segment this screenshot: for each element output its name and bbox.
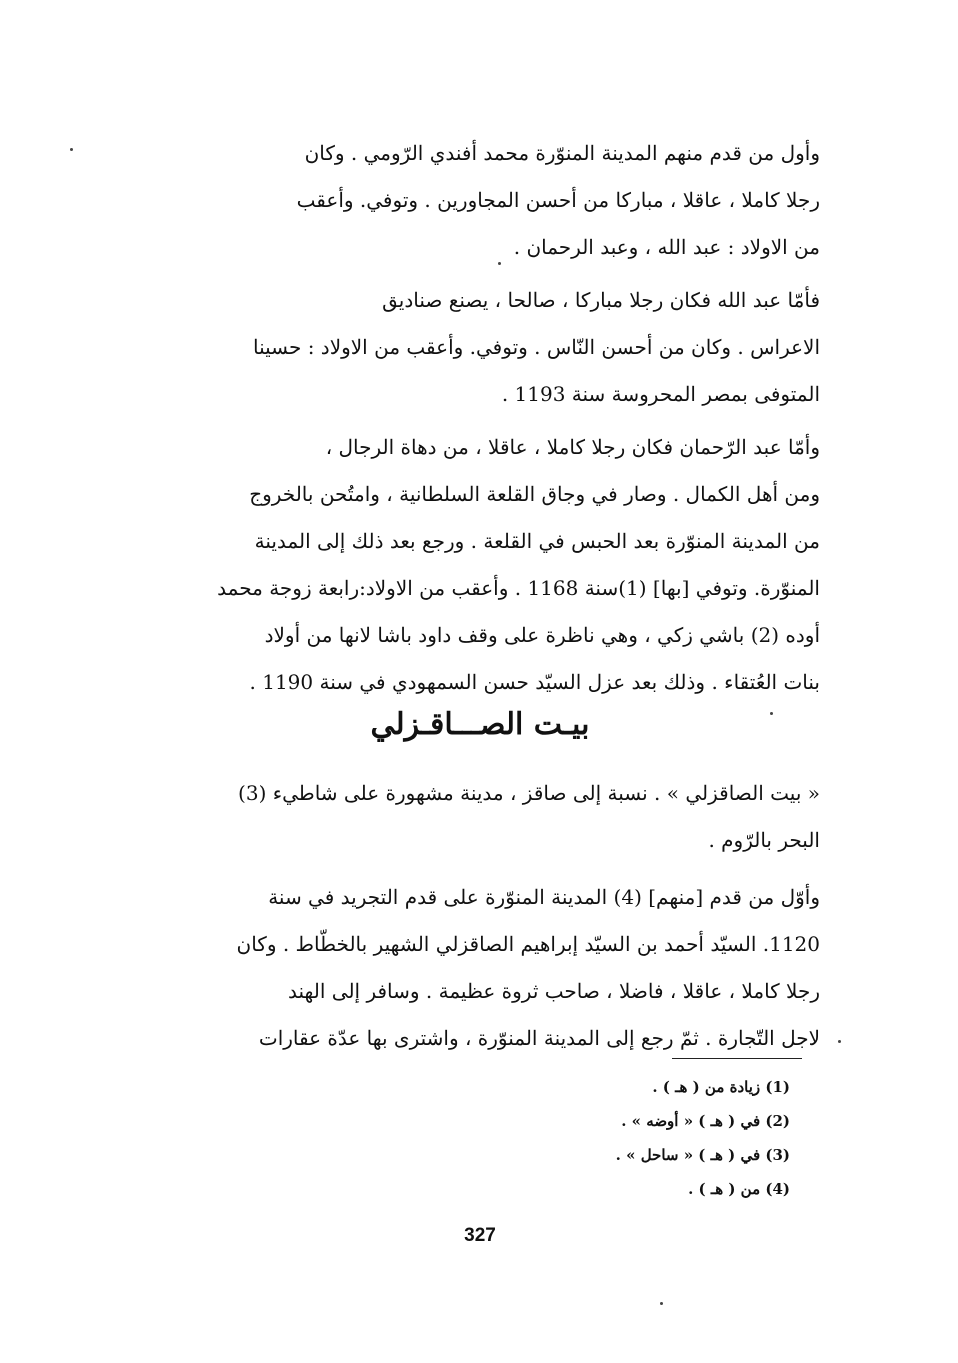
text-line: المنوّرة. وتوفي [بها] (1)سنة 1168 . وأعقب من الاولاد:رابعة زوجة محمد — [217, 576, 820, 600]
footnote: (2) في ( هـ ) « أوضه » . — [621, 1112, 790, 1130]
paragraph-3 — [140, 424, 820, 706]
text-line: فأمّا عبد الله فكان رجلا مباركا ، صالحا ، يصنع صناديق — [382, 288, 820, 312]
section-heading: بيـت الصـــاقـزلي — [370, 707, 590, 742]
scan-speck — [838, 1040, 841, 1043]
text-line: البحر بالرّوم . — [708, 828, 820, 852]
paragraph-4 — [140, 770, 820, 864]
text-line: الاعراس . وكان من أحسن النّاس . وتوفي. وأعقب من الاولاد : حسينا — [252, 335, 820, 359]
footnote-separator — [672, 1058, 802, 1059]
scan-speck — [498, 262, 501, 265]
paragraph-1 — [140, 130, 820, 271]
text-line: المتوفى بمصر المحروسة سنة 1193 . — [501, 382, 820, 406]
scan-speck — [660, 1302, 663, 1305]
text-line: من المدينة المنوّرة بعد الحبس في القلعة . ورجع بعد ذلك إلى المدينة — [254, 529, 820, 553]
footnote: (3) في ( هـ ) « ساحل » . — [615, 1146, 790, 1164]
page-number: 327 — [464, 1225, 496, 1246]
footnote: (4) من ( هـ ) . — [688, 1180, 790, 1198]
scan-speck — [770, 712, 773, 715]
text-line: « بيت الصاقزلي » . نسبة إلى صاقز ، مدينة مشهورة على شاطيء (3) — [238, 781, 820, 805]
text-line: وأول من قدم منهم المدينة المنوّرة محمد أفندي الرّومي . وكان — [304, 141, 820, 165]
text-line: وأمّا عبد الرّحمان فكان رجلا كاملا ، عاقلا ، من دهاة الرجال ، — [325, 435, 820, 459]
text-line: لاجل التّجارة . ثمّ رجع إلى المدينة المنوّرة ، واشترى بها عدّة عقارات — [258, 1026, 820, 1050]
text-line: أوده (2) باشي زكي ، وهي ناظرة على وقف داود باشا لانها من أولاد — [264, 623, 820, 647]
scan-speck — [70, 148, 73, 151]
footnote: (1) زيادة من ( هـ ) . — [652, 1078, 790, 1096]
paragraph-5 — [140, 874, 820, 1062]
text-line: رجلا كاملا ، عاقلا ، مباركا من أحسن المجاورين . وتوفي. وأعقب — [296, 188, 820, 212]
text-line: ومن أهل الكمال . وصار في وجاق القلعة السلطانية ، وامتُحن بالخروج — [249, 482, 820, 506]
text-line: من الاولاد : عبد الله ، وعبد الرحمان . — [513, 235, 820, 259]
text-line: 1120. السيّد أحمد بن السيّد إبراهيم الصاقزلي الشهير بالخطّاط . وكان — [236, 932, 820, 956]
text-line: وأوّل من قدم [منهم] (4) المدينة المنوّرة على قدم التجريد في سنة — [268, 885, 820, 909]
paragraph-2 — [140, 277, 820, 418]
text-line: رجلا كاملا ، عاقلا ، فاضلا ، صاحب ثروة عظيمة . وسافر إلى الهند — [288, 979, 820, 1003]
text-line: بنات العُتقاء . وذلك بعد عزل السيّد حسن السمهودي في سنة 1190 . — [249, 670, 820, 694]
footnotes — [440, 1070, 790, 1206]
